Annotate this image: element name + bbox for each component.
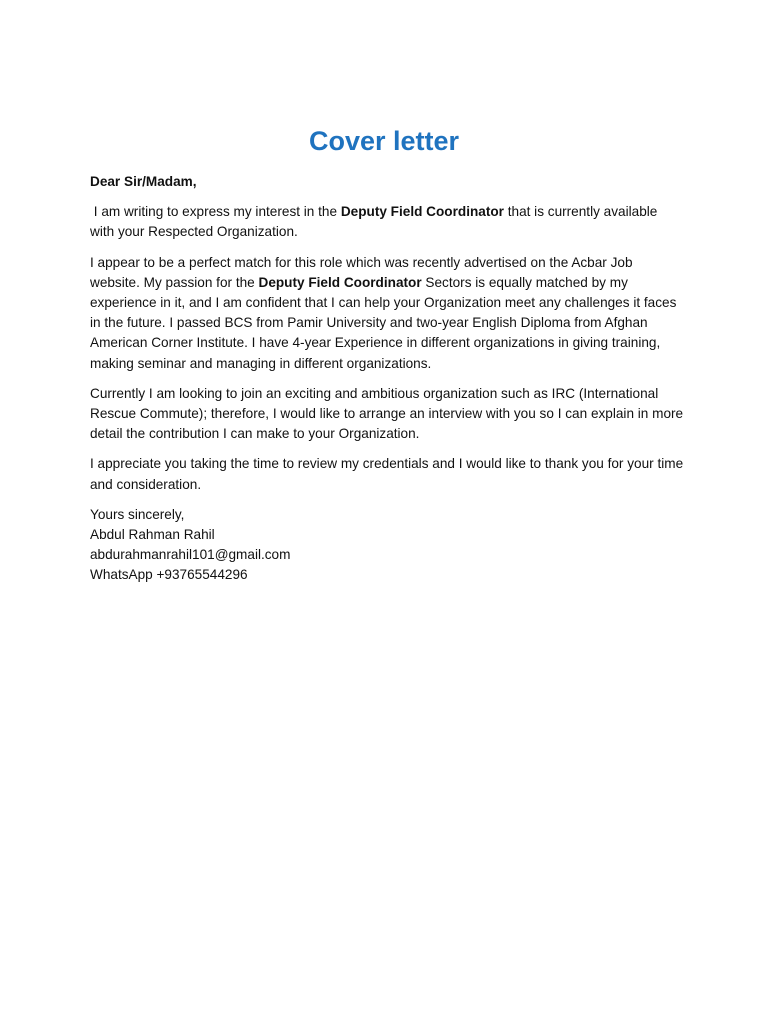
signer-name: Abdul Rahman Rahil bbox=[90, 527, 215, 543]
paragraph-interest-text-a: I am writing to express my interest in the bbox=[90, 204, 341, 220]
contact-email: abdurahmanrahil101@gmail.com bbox=[90, 547, 291, 563]
paragraph-interest-text-b: that is currently available with your Respected Organization. bbox=[90, 204, 658, 240]
paragraph-qualifications bbox=[90, 253, 684, 374]
contact-phone: WhatsApp +93765544296 bbox=[90, 567, 248, 583]
letter-body bbox=[90, 172, 684, 586]
salutation: Dear Sir/Madam, bbox=[90, 174, 197, 189]
paragraph-qualifications-text-a: I appear to be a perfect match for this role which was recently advertised on the Acbar Job website. My passion for the bbox=[90, 254, 633, 290]
paragraph-qualifications-text-b: Sectors is equally matched by my experience in it, and I am confident that I can help your Organization meet any challenges it faces in the future. I passed BCS from Pamir University and two-year English Diploma from Afghan American Corner Institute. I have 4-year Experience in different organizations in giving training, making seminar and managing in different organizations. bbox=[90, 274, 677, 371]
paragraph-thanks: I appreciate you taking the time to review my credentials and I would like to thank you for your time and consideration. bbox=[90, 456, 684, 492]
paragraph-interest bbox=[90, 202, 684, 242]
role-name: Deputy Field Coordinator bbox=[340, 204, 504, 220]
closing-block bbox=[90, 505, 684, 586]
page-title: Cover letter bbox=[308, 126, 460, 156]
role-name: Deputy Field Coordinator bbox=[258, 274, 422, 290]
signoff: Yours sincerely, bbox=[90, 506, 185, 522]
paragraph-interview: Currently I am looking to join an exciting and ambitious organization such as IRC (International Rescue Commute); therefore, I would like to arrange an interview with you so I can explain in more detail the contribution I can make to your Organization. bbox=[90, 385, 684, 442]
